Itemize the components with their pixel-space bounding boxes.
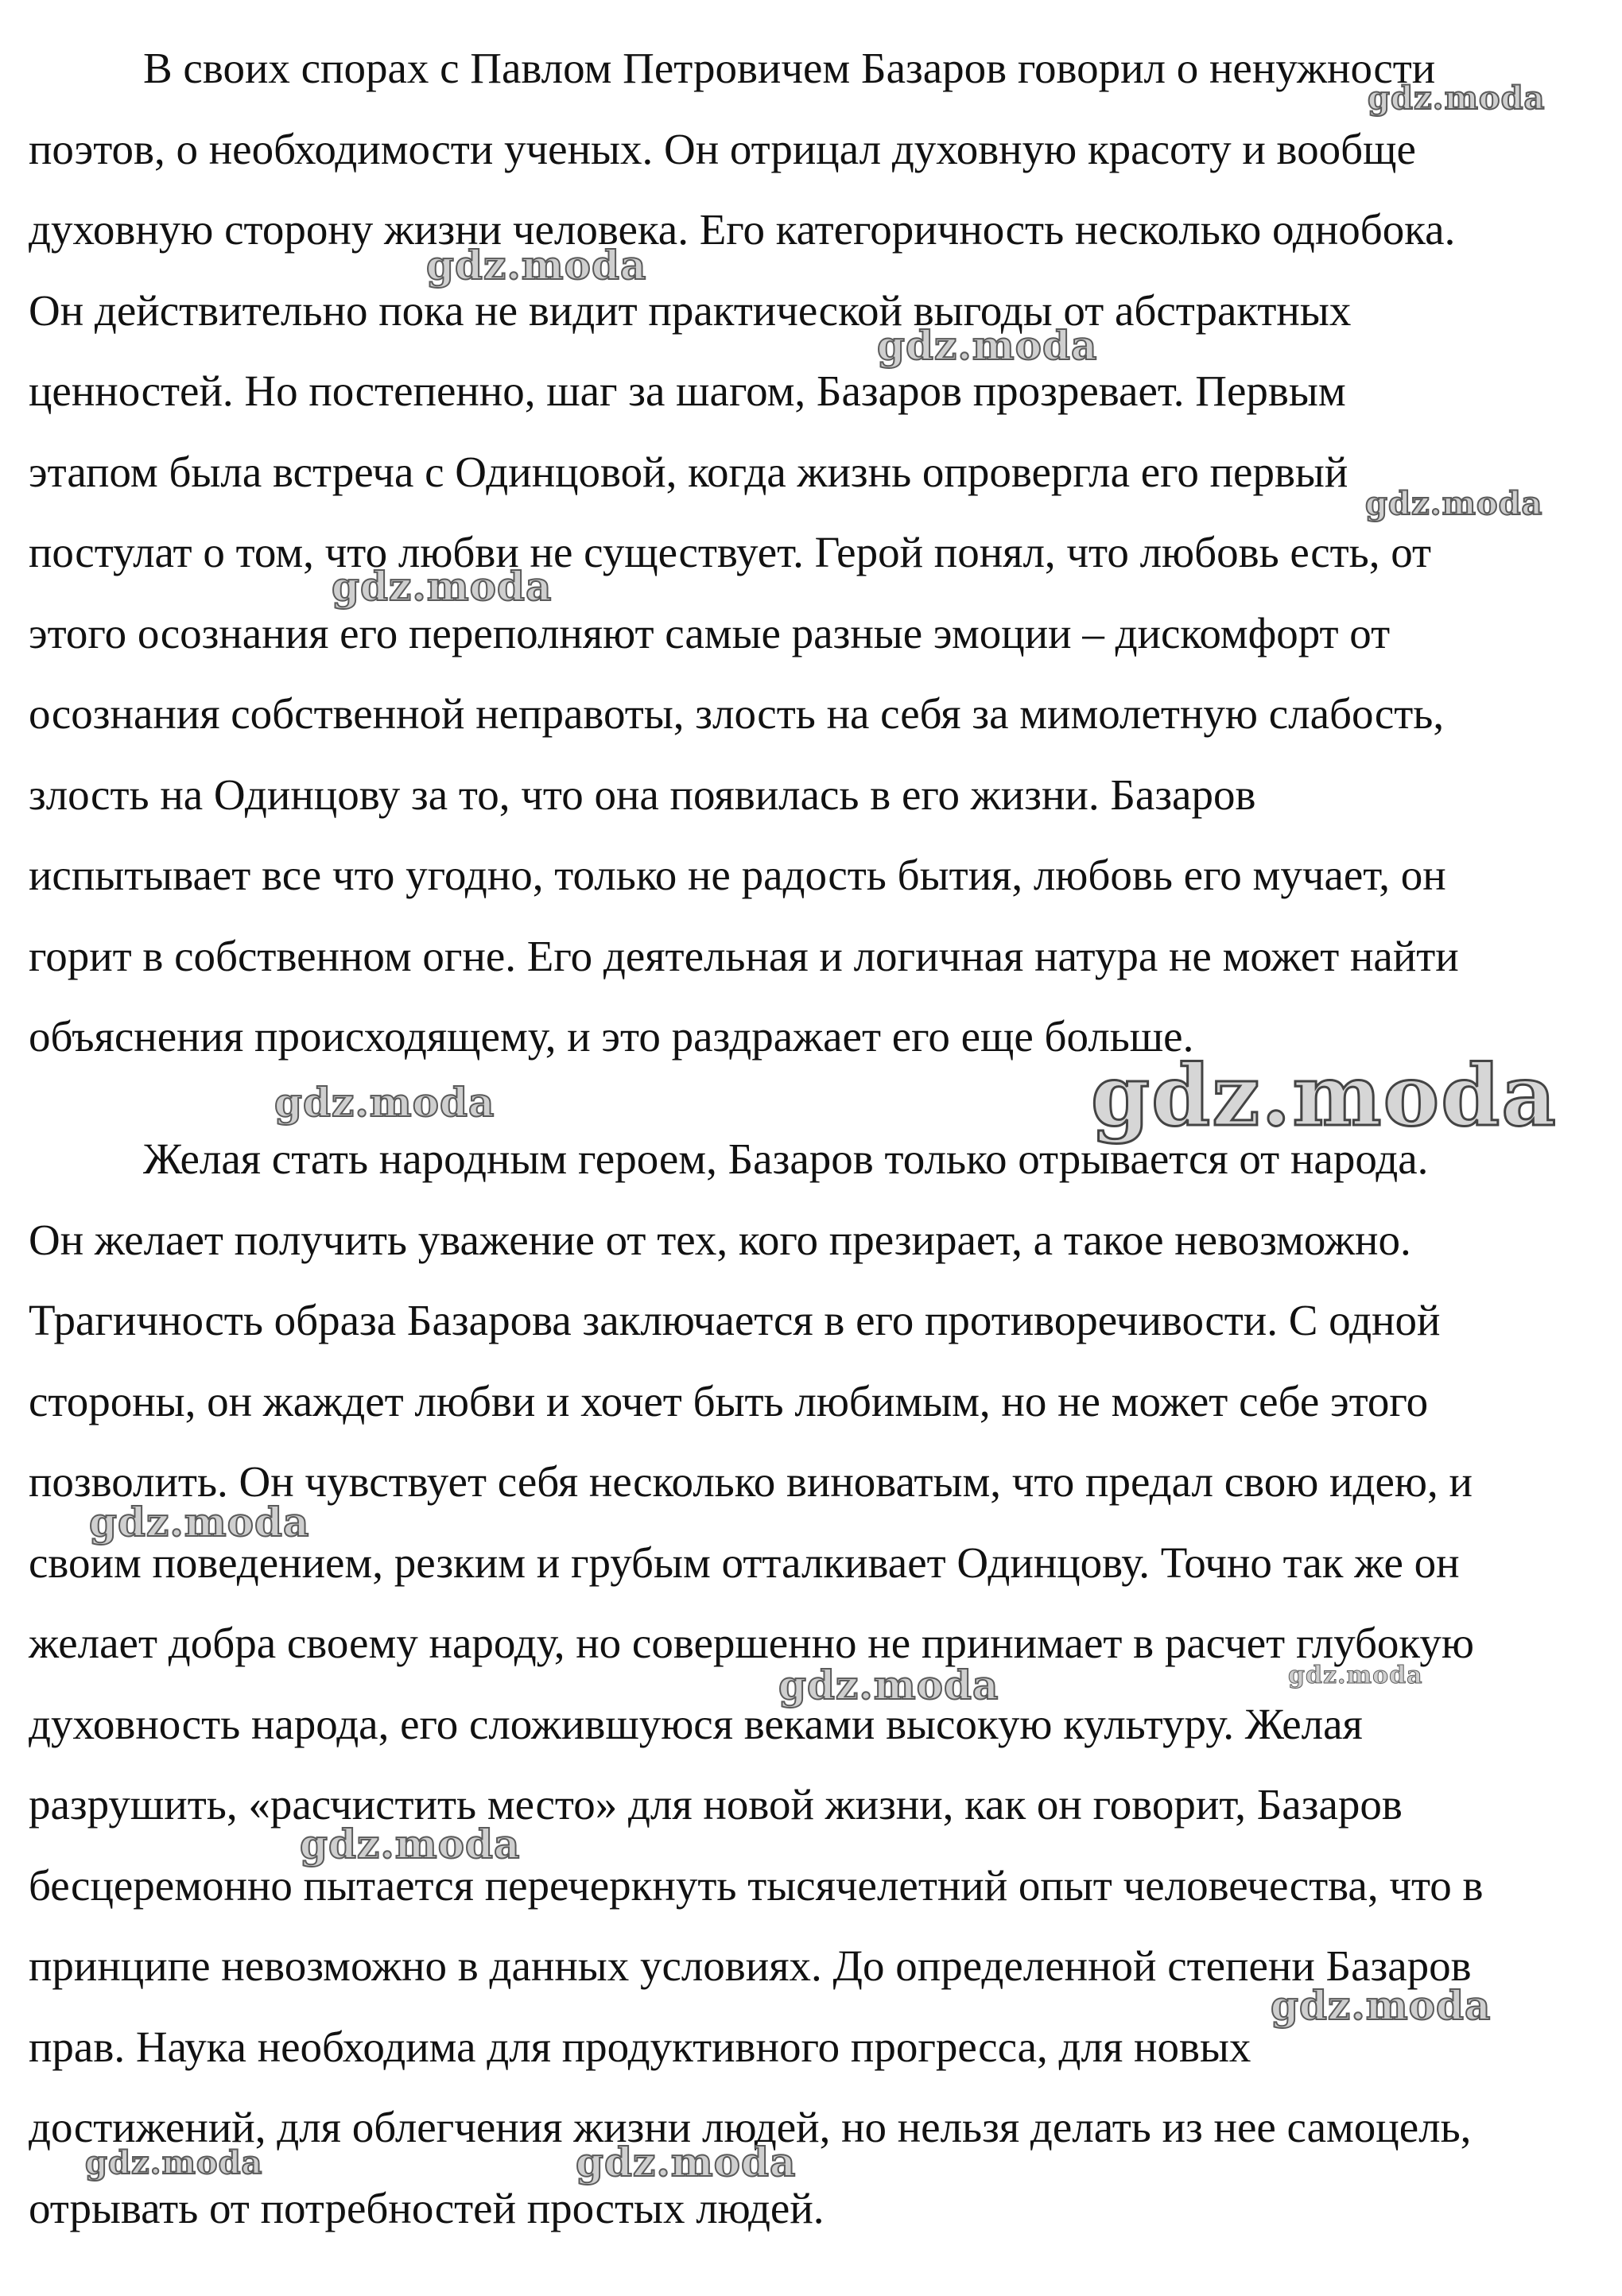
- paragraph-line: достижений, для облегчения жизни людей, но нельзя делать из нее самоцель,: [29, 2103, 1472, 2151]
- watermark: gdz.moda: [1368, 80, 1546, 117]
- paragraph-line: осознания собственной неправоты, злость на себя за мимолетную слабость,: [29, 689, 1445, 738]
- paragraph: [29, 28, 1597, 1077]
- paragraph-line: прав. Наука необходима для продуктивного прогресса, для новых: [29, 2022, 1251, 2071]
- paragraph-line: духовную сторону жизни человека. Его категоричность несколько однобока.: [29, 205, 1456, 254]
- watermark: gdz.moda: [1365, 485, 1543, 522]
- paragraph-line: поэтов, о необходимости ученых. Он отрицал духовную красоту и вообще: [29, 124, 1416, 173]
- paragraph-line: постулат о том, что любви не существует. Герой понял, что любовь есть, от: [29, 528, 1432, 576]
- paragraph-line: разрушить, «расчистить место» для новой жизни, как он говорит, Базаров: [29, 1780, 1403, 1829]
- paragraph-line: духовность народа, его сложившуюся веками высокую культуру. Желая: [29, 1699, 1363, 1748]
- paragraph-line: своим поведением, резким и грубым отталкивает Одинцову. Точно так же он: [29, 1538, 1460, 1587]
- watermark: gdz.moda: [85, 2144, 263, 2182]
- paragraph-line: Он действительно пока не видит практической выгоды от абстрактных: [29, 285, 1352, 335]
- paragraph-line: В своих спорах с Павлом Петровичем Базаров говорил о ненужности: [143, 44, 1436, 92]
- paragraph-line: принципе невозможно в данных условиях. До определенной степени Базаров: [29, 1941, 1472, 1990]
- paragraph-line: Он желает получить уважение от тех, кого презирает, а такое невозможно.: [29, 1215, 1411, 1264]
- watermark: gdz.moda: [1271, 1982, 1492, 2029]
- paragraph-line: отрывать от потребностей простых людей.: [29, 2183, 825, 2232]
- paragraph-line: желает добра своему народу, но совершенно не принимает в расчет глубокую: [29, 1619, 1474, 1667]
- paragraph-line: этапом была встреча с Одинцовой, когда жизнь опровергла его первый: [29, 447, 1348, 496]
- watermark: gdz.moda: [877, 322, 1098, 369]
- watermark: gdz.moda: [576, 2139, 797, 2185]
- paragraph-line: Желая стать народным героем, Базаров только отрывается от народа.: [143, 1134, 1429, 1183]
- watermark: gdz.moda: [332, 563, 553, 610]
- paragraph-line: горит в собственном огне. Его деятельная и логичная натура не может найти: [29, 931, 1459, 980]
- watermark: gdz.moda: [778, 1662, 999, 1708]
- paragraph-line: этого осознания его переполняют самые разные эмоции – дискомфорт от: [29, 608, 1391, 657]
- watermark: gdz.moda: [426, 242, 647, 289]
- paragraph-line: ценностей. Но постепенно, шаг за шагом, Базаров прозревает. Первым: [29, 367, 1346, 415]
- paragraph-line: объяснения происходящему, и это раздражает его еще больше.: [29, 1012, 1194, 1061]
- paragraph: [29, 1119, 1597, 2248]
- paragraph-line: позволить. Он чувствует себя несколько виноватым, что предал свою идею, и: [29, 1457, 1473, 1506]
- watermark: gdz.moda: [1091, 1045, 1558, 1145]
- watermark: gdz.moda: [89, 1499, 310, 1546]
- paragraph-line: Трагичность образа Базарова заключается в его противоречивости. С одной: [29, 1296, 1441, 1344]
- watermark: gdz.moda: [274, 1079, 495, 1126]
- watermark: gdz.moda: [300, 1821, 521, 1867]
- paragraph-line: стороны, он жаждет любви и хочет быть любимым, но не может себе этого: [29, 1376, 1429, 1425]
- watermark: gdz.moda: [1288, 1662, 1423, 1689]
- paragraph-line: бесцеремонно пытается перечеркнуть тысячелетний опыт человечества, что в: [29, 1860, 1484, 1910]
- paragraph-line: испытывает все что угодно, только не радость бытия, любовь его мучает, он: [29, 851, 1446, 899]
- paragraph-line: злость на Одинцову за то, что она появилась в его жизни. Базаров: [29, 770, 1256, 819]
